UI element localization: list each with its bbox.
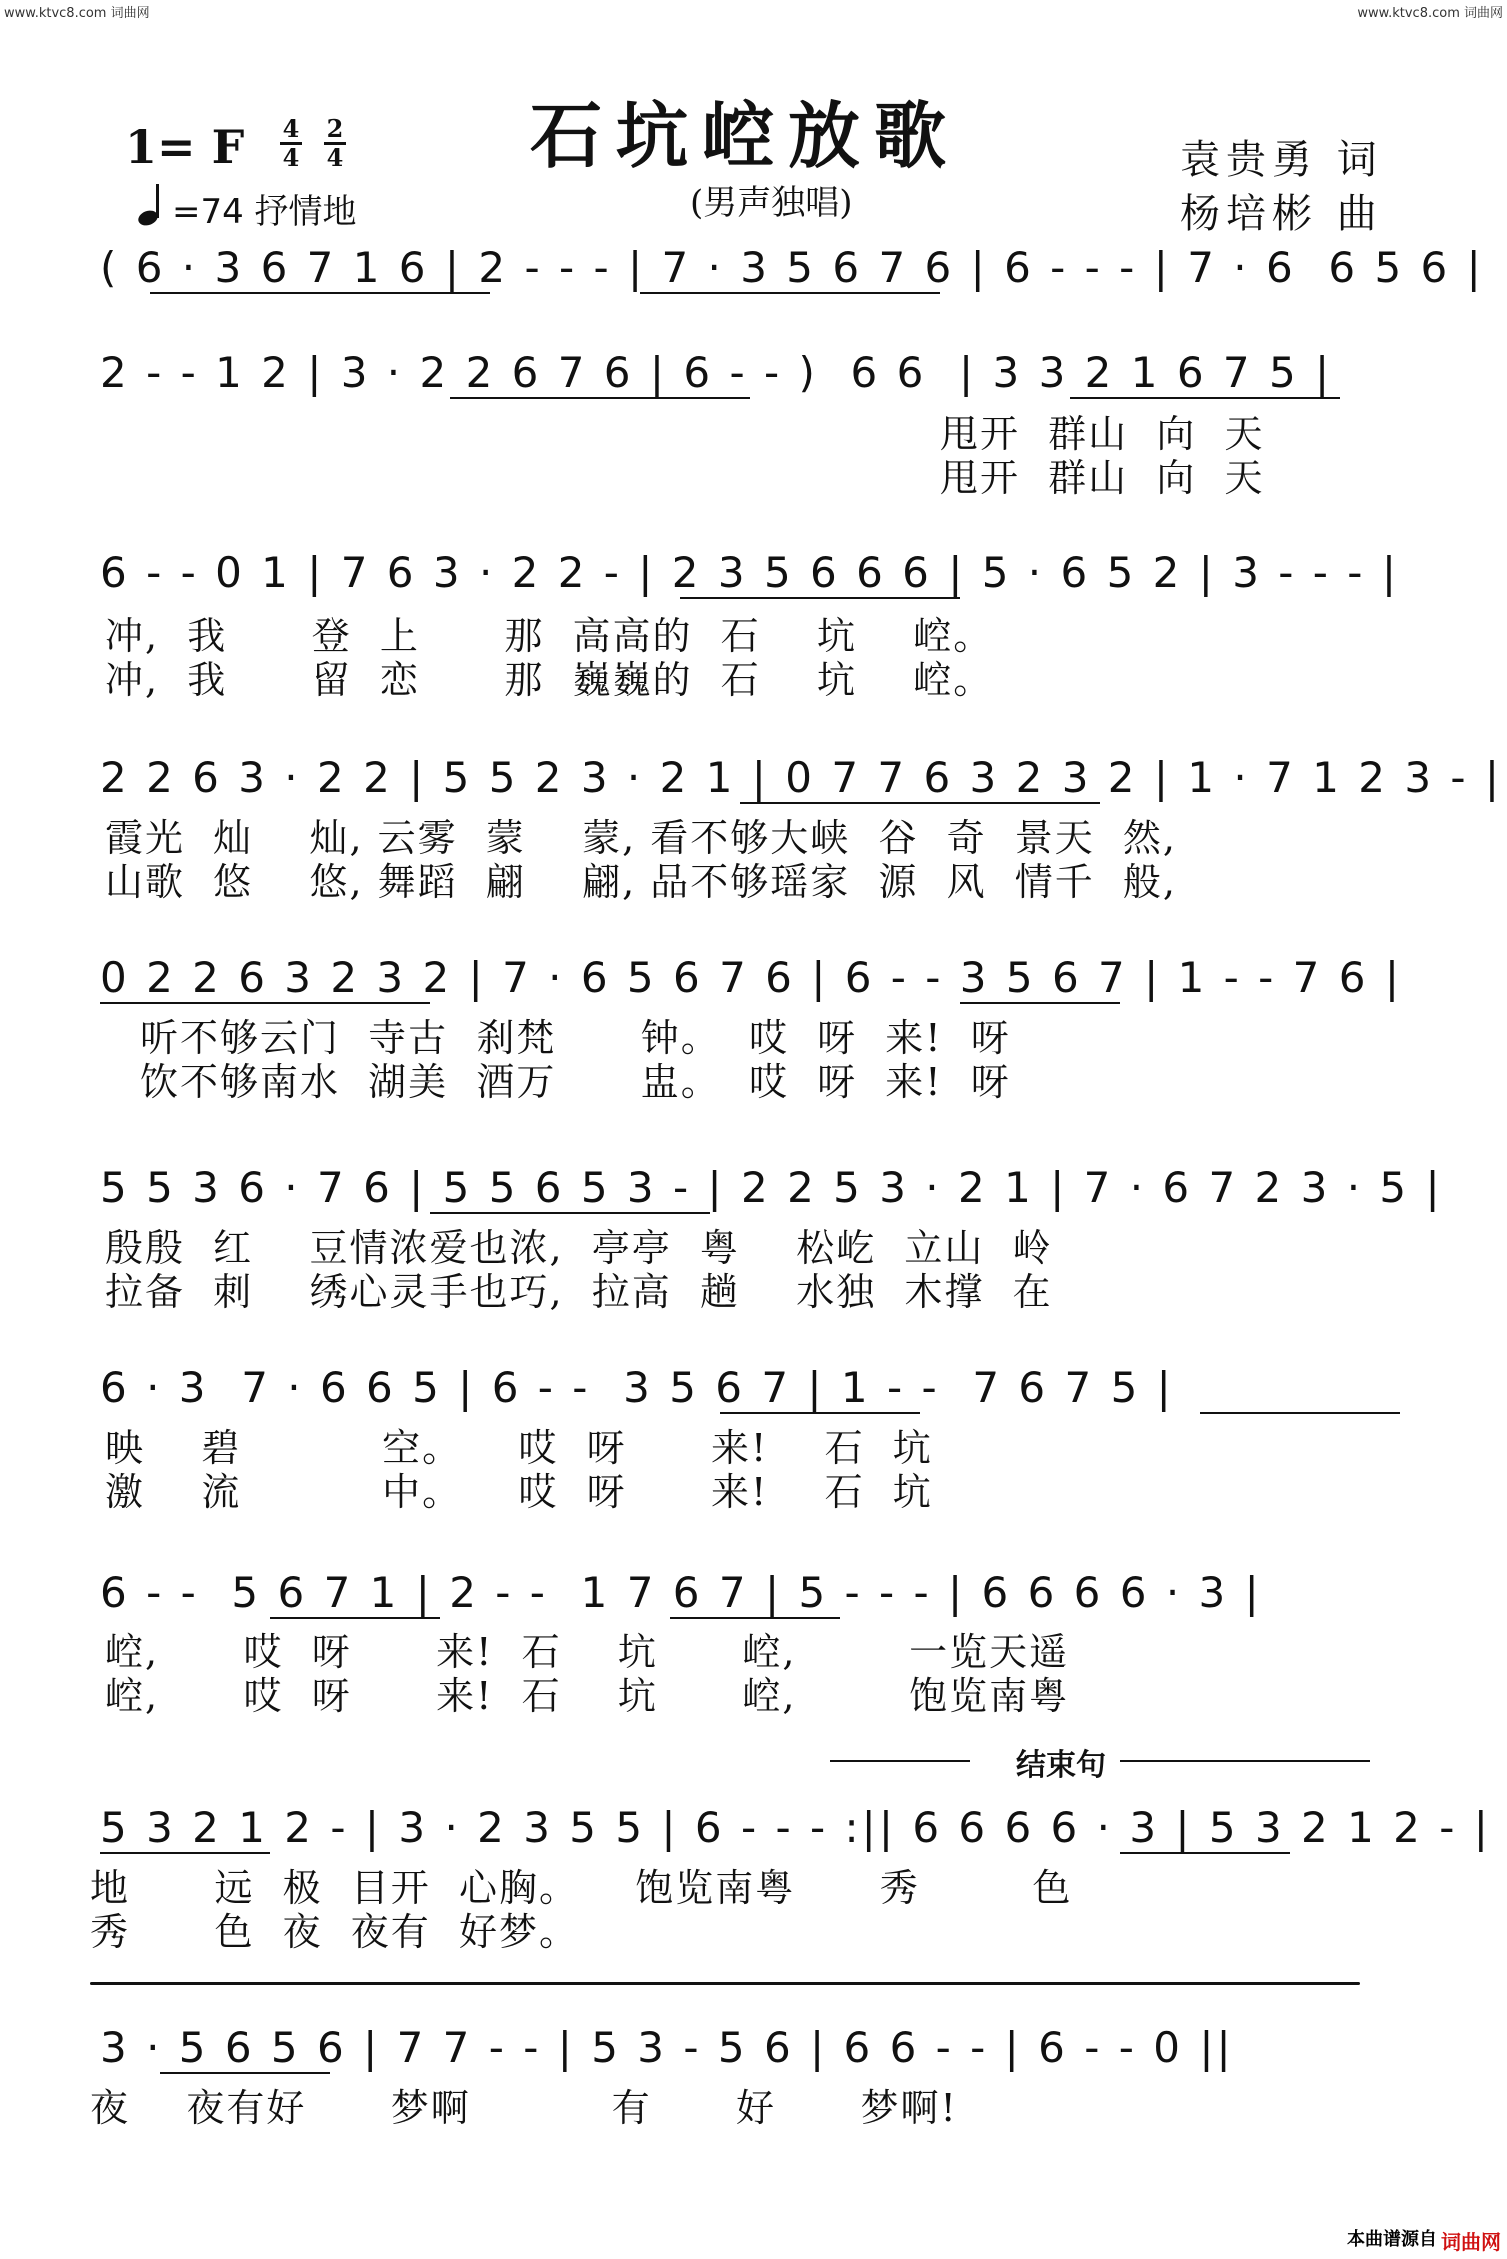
score-row	[100, 750, 1503, 810]
beam-line	[640, 292, 940, 294]
time-signature-2: 2 4	[320, 116, 350, 171]
lyric-line-verse-1: 映 碧 空。 哎 呀 来! 石 坑	[105, 1426, 933, 1470]
ending-bracket-line-left	[830, 1760, 970, 1762]
notation-line: ( 6 · 3 6 7 1 6 | 2 - - - | 7 · 3 5 6 7 6 | 6 - - - | 7 · 6 6 5 6 |	[100, 243, 1484, 292]
lyric-line-verse-2: 激 流 中。 哎 呀 来! 石 坑	[105, 1470, 933, 1514]
beam-line	[670, 1617, 840, 1619]
score-row	[100, 1565, 1400, 1625]
site-watermark-left: www.ktvc8.com 词曲网	[4, 6, 150, 21]
notation-line: 5 5 3 6 · 7 6 | 5 5 6 5 3 - | 2 2 5 3 · 2 1 | 7 · 6 7 2 3 · 5 |	[100, 1163, 1443, 1212]
ending-label: 结束句	[1010, 1740, 1112, 1784]
quarter-note-icon	[136, 180, 170, 226]
beam-line	[160, 2072, 330, 2074]
time-signature-1: 4 4	[276, 116, 306, 171]
score-row	[100, 240, 1484, 300]
key-signature: 1= F	[125, 120, 245, 174]
beam-line	[430, 1212, 710, 1214]
score-row	[100, 345, 1400, 405]
composer-credit: 杨培彬 曲	[1180, 191, 1383, 237]
lyric-line-verse-2: 拉备 刺 绣心灵手也巧, 拉高 趟 水独 木撑 在	[105, 1270, 1053, 1314]
lyric-line-verse-2: 甩开 群山 向 天	[940, 456, 1265, 500]
beam-line	[960, 1002, 1120, 1004]
lyric-line-verse-1: 地 远 极 目开 心胸。 饱览南粤 秀 色	[90, 1866, 1073, 1910]
score-row	[100, 1360, 1400, 1420]
notation-line: 3 · 5 6 5 6 | 7 7 - - | 5 3 - 5 6 | 6 6 - - | 6 - - 0 ||	[100, 2023, 1234, 2072]
beam-line	[100, 1852, 270, 1854]
notation-line: 2 - - 1 2 | 3 · 2 2 6 7 6 | 6 - - ) 6 6 | 3 3 2 1 6 7 5 |	[100, 348, 1333, 397]
notation-line: 0 2 2 6 3 2 3 2 | 7 · 6 5 6 7 6 | 6 - - 3 5 6 7 | 1 - - 7 6 |	[100, 953, 1402, 1002]
beam-line	[720, 1412, 920, 1414]
score-row	[100, 1160, 1443, 1220]
lyricist-credit: 袁贵勇 词	[1180, 137, 1383, 183]
tempo-marking: =74 抒情地	[172, 192, 357, 232]
beam-line	[1200, 1412, 1400, 1414]
beam-line	[450, 397, 750, 399]
score-row	[100, 2020, 1400, 2080]
section-divider	[90, 1982, 1360, 1985]
beam-line	[1120, 1852, 1290, 1854]
beam-line	[100, 1002, 430, 1004]
lyric-line-verse-1: 霞光 灿 灿, 云雾 蒙 蒙, 看不够大峡 谷 奇 景天 然,	[105, 816, 1177, 860]
lyric-line-verse-2: 山歌 悠 悠, 舞蹈 翩 翩, 品不够瑶家 源 风 情千 般,	[105, 860, 1177, 904]
site-logo: 词曲网	[1441, 2230, 1501, 2254]
beam-line	[740, 802, 1100, 804]
lyric-line-verse-1: 崆, 哎 呀 来! 石 坑 崆, 一览天遥	[105, 1630, 1070, 1674]
ending-bracket-line-right	[1120, 1760, 1370, 1762]
notation-line: 6 · 3 7 · 6 6 5 | 6 - - 3 5 6 7 | 1 - - 7 6 7 5 |	[100, 1363, 1174, 1412]
notation-line: 2 2 6 3 · 2 2 | 5 5 2 3 · 2 1 | 0 7 7 6 3 2 3 2 | 1 · 7 1 2 3 - |	[100, 753, 1503, 802]
lyric-line-verse-1: 殷殷 红 豆情浓爱也浓, 亭亭 粤 松屹 立山 岭	[105, 1226, 1053, 1270]
beam-line	[1070, 397, 1340, 399]
lyric-line-verse-2: 冲, 我 留 恋 那 巍巍的 石 坑 崆。	[105, 658, 994, 702]
beam-line	[150, 292, 490, 294]
score-row	[100, 950, 1400, 1010]
notation-line: 6 - - 0 1 | 7 6 3 · 2 2 - | 2 3 5 6 6 6 | 5 · 6 5 2 | 3 - - - |	[100, 548, 1399, 597]
lyric-line-verse-2: 饮不够南水 湖美 酒万 盅。 哎 呀 来! 呀	[140, 1060, 1011, 1104]
lyric-line-verse-1: 甩开 群山 向 天	[940, 412, 1265, 456]
beam-line	[680, 597, 960, 599]
score-row	[100, 1800, 1491, 1860]
beam-line	[270, 1617, 440, 1619]
lyric-line-verse-2: 秀 色 夜 夜有 好梦。	[90, 1910, 579, 1954]
score-row	[100, 545, 1400, 605]
lyric-line-verse-1: 冲, 我 登 上 那 高高的 石 坑 崆。	[105, 614, 994, 658]
source-note: 本曲谱源自	[1347, 2229, 1437, 2250]
lyric-line-verse-1: 夜 夜有好 梦啊 有 好 梦啊!	[90, 2086, 958, 2130]
lyric-line-verse-2: 崆, 哎 呀 来! 石 坑 崆, 饱览南粤	[105, 1674, 1070, 1718]
song-subtitle: (男声独唱)	[690, 183, 853, 223]
site-watermark-right: www.ktvc8.com 词曲网	[1357, 6, 1503, 21]
song-title: 石坑崆放歌	[530, 93, 961, 178]
lyric-line-verse-1: 听不够云门 寺古 刹梵 钟。 哎 呀 来! 呀	[140, 1016, 1011, 1060]
notation-line: 5 3 2 1 2 - | 3 · 2 3 5 5 | 6 - - - :|| 6 6 6 6 · 3 | 5 3 2 1 2 - |	[100, 1803, 1491, 1852]
notation-line: 6 - - 5 6 7 1 | 2 - - 1 7 6 7 | 5 - - - | 6 6 6 6 · 3 |	[100, 1568, 1262, 1617]
